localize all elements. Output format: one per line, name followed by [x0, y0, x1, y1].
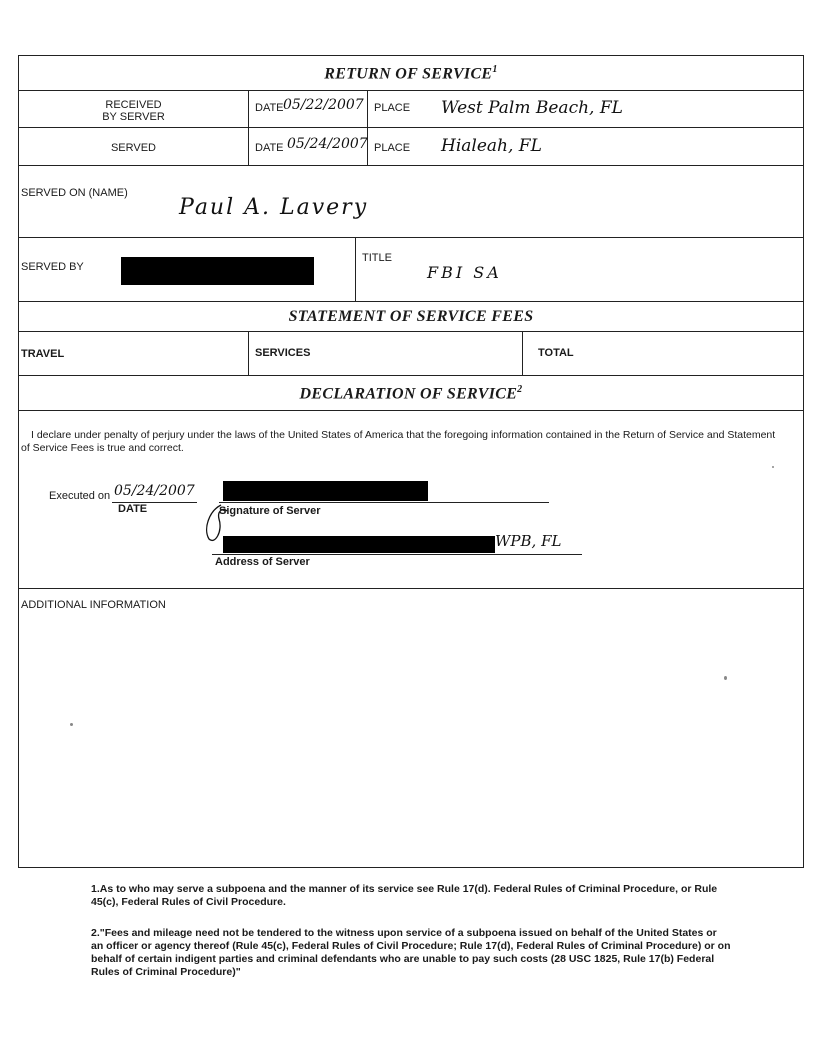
divider: [522, 331, 523, 375]
declaration-title: DECLARATION OF SERVICE$^2$: [299, 384, 523, 403]
redaction-block: [223, 481, 428, 501]
served-date-value: 05/24/2007: [287, 136, 368, 152]
executed-date-value: 05/24/2007: [114, 483, 195, 499]
divider: [19, 301, 803, 302]
divider: [19, 127, 803, 128]
total-label: TOTAL: [538, 347, 574, 359]
divider: [355, 237, 356, 301]
scan-speck: [724, 676, 727, 680]
divider: [248, 90, 249, 165]
divider: [367, 90, 368, 165]
received-place-value: West Palm Beach, FL: [441, 98, 623, 118]
signature-label: Signature of Server: [219, 505, 321, 517]
return-of-service-form: [18, 55, 804, 868]
divider: [19, 588, 803, 589]
travel-label: TRAVEL: [21, 348, 65, 360]
served-place-label: PLACE: [374, 142, 411, 154]
divider: [19, 90, 803, 91]
statement-of-fees-title: STATEMENT OF SERVICE FEES: [288, 308, 534, 325]
address-line: [212, 554, 582, 555]
served-label: SERVED: [110, 142, 157, 154]
title-value: FBI SA: [427, 263, 502, 282]
services-label: SERVICES: [255, 347, 311, 359]
scan-speck: [70, 723, 73, 726]
served-place-value: Hialeah, FL: [441, 136, 542, 156]
divider: [19, 237, 803, 238]
address-label: Address of Server: [215, 556, 310, 568]
divider: [19, 331, 803, 332]
received-by-server-label: RECEIVED BY SERVER: [102, 99, 165, 123]
served-by-label: SERVED BY: [21, 261, 84, 273]
divider: [19, 165, 803, 166]
return-of-service-title: RETURN OF SERVICE$^1$: [324, 64, 498, 83]
received-date-value: 05/22/2007: [283, 97, 364, 113]
signature-line: [219, 502, 549, 503]
divider: [248, 331, 249, 375]
title-label: TITLE: [362, 252, 392, 264]
executed-on-label: Executed on: [49, 490, 111, 502]
served-on-value: Paul A. Lavery: [179, 195, 369, 220]
divider: [19, 410, 803, 411]
redaction-block: [121, 257, 314, 285]
served-date-label: DATE: [255, 142, 284, 154]
date-label: DATE: [118, 503, 148, 515]
served-on-label: SERVED ON (NAME): [21, 187, 128, 199]
footnote-1: 1.As to who may serve a subpoena and the manner of its service see Rule 17(d). Federal Rules of Criminal Procedure, or Rule 45(c), Federal Rules of Civil Procedure.: [91, 883, 718, 908]
address-value: WPB, FL: [495, 532, 562, 550]
received-date-label: DATE: [255, 102, 284, 114]
footnote-2: 2."Fees and mileage need not be tendered to the witness upon service of a subpoena issued on behalf of the United States or an officer or agency thereof (Rule 45(c), Federal Rules of Civil Procedure; Rule 17(d), Federal Rules of Criminal Procedure) or on behalf of certain indigent parties and criminal defendants who are unable to pay such costs (28 USC 1825, Rule 17(b) Federal Rules of Criminal Procedure)": [91, 927, 731, 978]
scan-speck: [772, 466, 774, 468]
additional-information-label: ADDITIONAL INFORMATION: [21, 599, 166, 611]
divider: [19, 375, 803, 376]
redaction-block: [223, 536, 495, 553]
declaration-text: I declare under penalty of perjury under the laws of the United States of America that the foregoing information contained in the Return of Service and Statement of Service Fees is true and correct.: [21, 429, 776, 454]
received-place-label: PLACE: [374, 102, 411, 114]
